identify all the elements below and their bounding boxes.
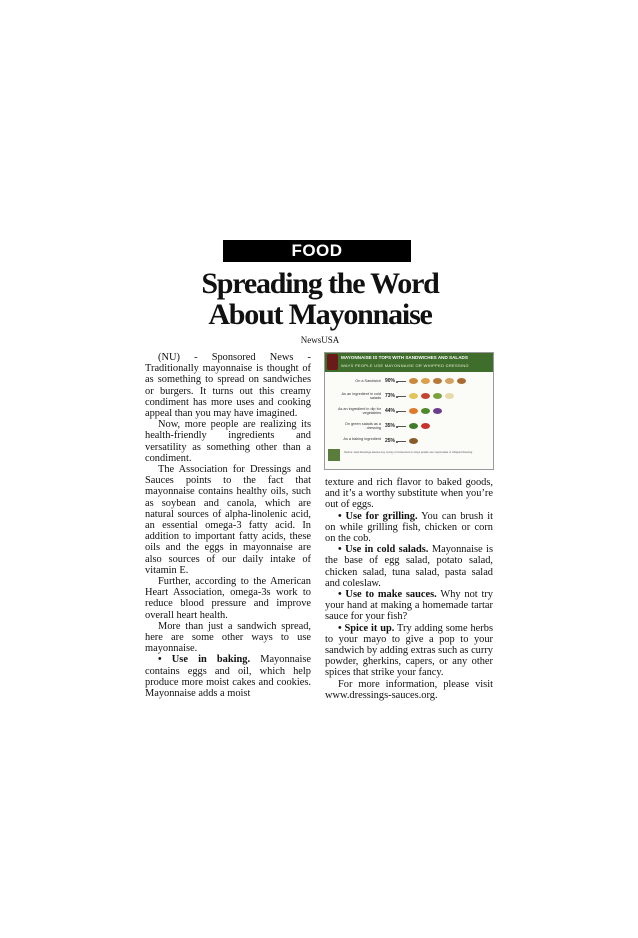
row-percent: 25% — [385, 438, 396, 444]
cake-icon — [409, 438, 418, 444]
infographic-title: MAYONNAISE IS TOPS WITH SANDWICHES AND SALADS — [341, 355, 468, 360]
paragraph-text: More than just a sandwich spread, here are some other ways to use mayonnaise. — [145, 620, 311, 655]
bullet-heading: • Use in cold salads. — [338, 544, 429, 556]
row-line — [398, 396, 406, 397]
mayo-jar-icon — [327, 354, 338, 370]
salad-icon — [409, 393, 418, 399]
sandwich-icon — [457, 378, 466, 384]
salad-icon — [421, 393, 430, 399]
paragraph-text: Further, according to the American Heart Association, omega-3s work to reduce blood pressure and improve overall heart health. — [145, 576, 311, 621]
article-paragraph — [325, 679, 493, 701]
infographic-row — [325, 375, 493, 388]
row-percent: 44% — [385, 408, 396, 414]
bullet-heading: • Use in baking. — [158, 654, 251, 666]
article-column-1 — [145, 352, 311, 699]
paragraph-text: You can brush it on while grilling fish, chicken or corn on the cob. — [325, 510, 493, 545]
mayonnaise-infographic — [324, 352, 494, 470]
sandwich-icon — [445, 378, 454, 384]
article-paragraph — [325, 623, 493, 679]
vegetable-icon — [409, 408, 418, 414]
infographic-row — [325, 405, 493, 418]
article-paragraph — [145, 576, 311, 621]
association-logo-icon — [328, 449, 340, 461]
infographic-row — [325, 390, 493, 403]
paragraph-text: Try adding some herbs to your mayo to give a pop to your sandwich by adding extras such as curry powder, gherkins, capers, or any other spices that strike your fancy. — [325, 622, 493, 679]
sandwich-icon — [433, 378, 442, 384]
vegetable-icon — [421, 408, 430, 414]
section-banner: FOOD — [223, 240, 411, 262]
row-line — [398, 411, 406, 412]
infographic-row — [325, 435, 493, 448]
salad-icon — [445, 393, 454, 399]
salad-icon — [433, 393, 442, 399]
infographic-header — [325, 353, 493, 372]
infographic-subtitle: WAYS PEOPLE USE MAYONNAISE OR WHIPPED DRESSING — [341, 363, 469, 368]
paragraph-text: Mayonnaise contains eggs and oil, which help produce more moist cakes and cookies. Mayonnaise adds a moist — [145, 654, 311, 700]
lettuce-icon — [409, 423, 418, 429]
article-paragraph — [145, 352, 311, 419]
row-label: As a baking ingredient — [343, 437, 381, 441]
row-label: On green salads as a dressing — [344, 422, 381, 431]
article-paragraph — [325, 511, 493, 545]
paragraph-text: (NU) - Sponsored News - Traditionally mayonnaise is thought of as something to spread on sandwiches or burgers. It turns out this creamy condiment has more uses and cooking appeal than you may have imagined. — [145, 352, 311, 420]
article-paragraph — [145, 621, 311, 655]
paragraph-text: texture and rich flavor to baked goods, and it’s a worthy substitute when you’re out of eggs. — [325, 477, 493, 511]
paragraph-text: Why not try your hand at making a homemade tartar sauce for your fish? — [325, 589, 494, 623]
row-percent: 73% — [385, 393, 396, 399]
sandwich-icon — [409, 378, 418, 384]
article-headline — [170, 268, 470, 330]
sandwich-icon — [421, 378, 430, 384]
tomato-icon — [421, 423, 430, 429]
headline-line-2: About Mayonnaise — [208, 298, 432, 331]
row-label: As an ingredient in dip for vegetables — [337, 407, 381, 416]
row-line — [398, 381, 406, 382]
infographic-footnote: Source: www.dressings-sauces.org; survey of consumers on ways people use mayonnaise or whipped dressing. — [344, 451, 473, 454]
infographic-row — [325, 420, 493, 433]
byline: NewsUSA — [300, 335, 340, 345]
row-percent: 90% — [385, 378, 396, 384]
article-column-2 — [325, 477, 493, 701]
article-paragraph — [145, 654, 311, 699]
bullet-heading: • Use for grilling. — [338, 510, 418, 522]
vegetable-icon — [433, 408, 442, 414]
headline-line-1: Spreading the Word — [201, 267, 439, 300]
article-paragraph — [145, 464, 311, 576]
paragraph-text: Mayonnaise is the base of egg salad, potato salad, chicken salad, tuna salad, pasta salad and coleslaw. — [325, 544, 493, 589]
article-paragraph — [325, 544, 493, 589]
bullet-heading: • Spice it up. — [338, 622, 395, 634]
row-percent: 35% — [385, 423, 396, 429]
bullet-heading: • Use to make sauces. — [338, 589, 437, 601]
row-line — [398, 426, 406, 427]
paragraph-text: The Association for Dressings and Sauces points to the fact that mayonnaise contains healthy oils, such as soybean and canola, which are natural sources of alpha-linolenic acid, an essential omega-3 fatty acid. In addition to important fatty acids, these oils and the eggs in mayonnaise are also sources of our daily intake of vitamin E. — [145, 464, 311, 576]
article-paragraph — [145, 419, 311, 464]
paragraph-text: Now, more people are realizing its health-friendly ingredients and versatility as something other than a condiment. — [145, 419, 311, 464]
article-paragraph — [325, 589, 493, 623]
row-line — [398, 441, 406, 442]
paragraph-text: For more information, please visit www.dressings-sauces.org. — [325, 678, 493, 701]
article-paragraph — [325, 477, 493, 511]
row-label: As an ingredient in cold salads — [341, 392, 381, 401]
row-label: On a Sandwich — [355, 379, 381, 383]
